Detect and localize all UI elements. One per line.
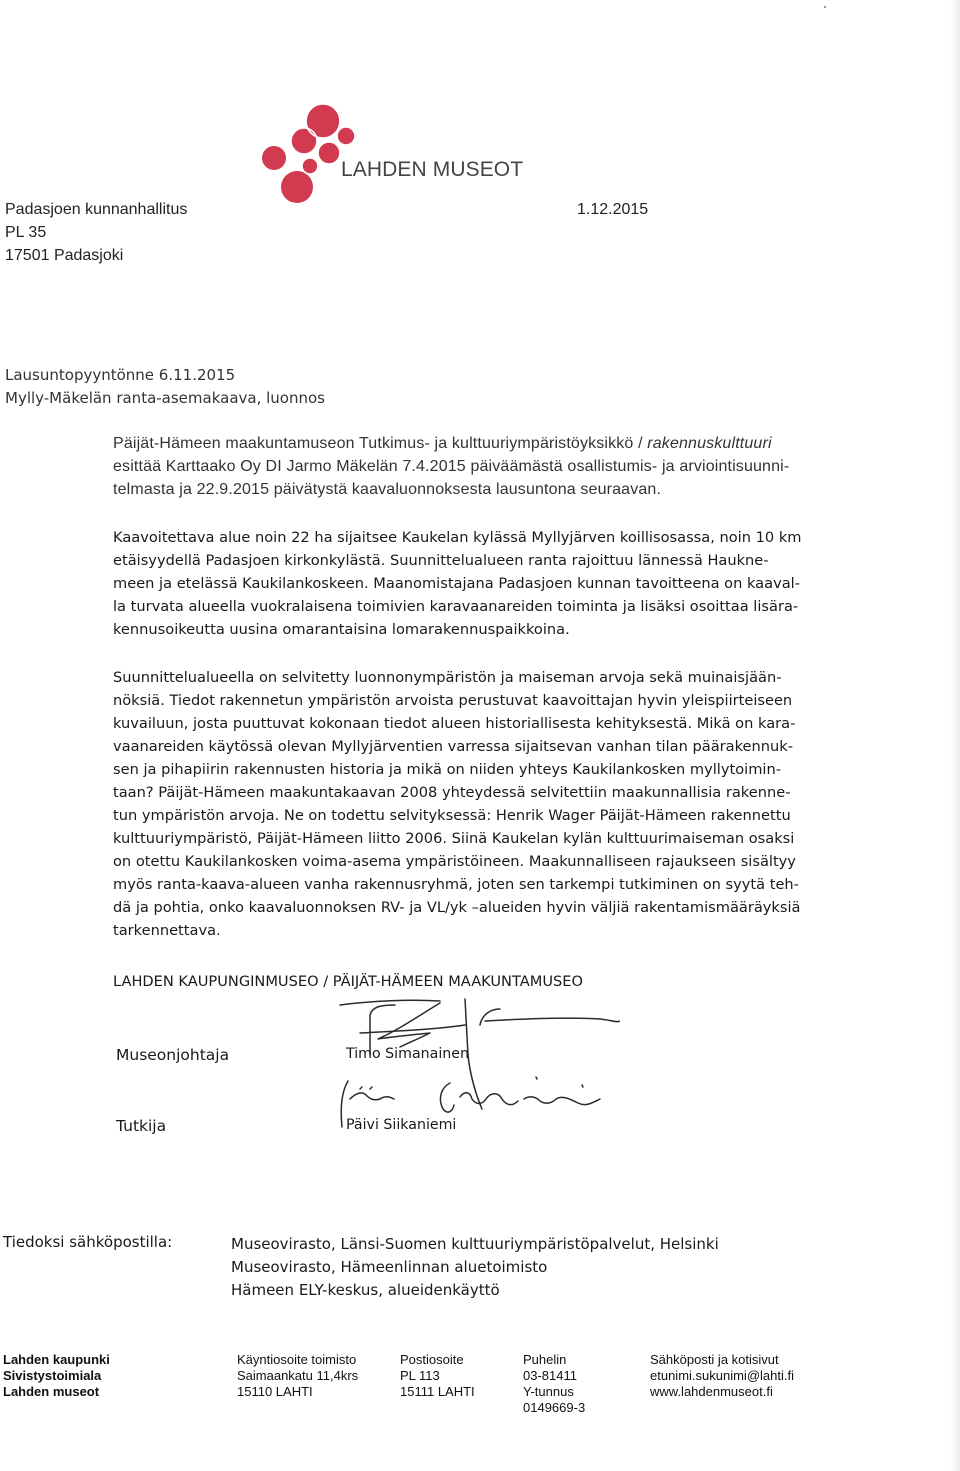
- footer-website-link[interactable]: www.lahdenmuseot.fi: [650, 1384, 773, 1399]
- paragraph-line: tarkennettava.: [113, 922, 221, 939]
- intro-line: [113, 432, 858, 455]
- paragraph-line: tun ympäristön arvoja. Ne on todettu selvityksessä: Henrik Wager Päijät-Hämeen rakennettu: [113, 807, 791, 824]
- paragraph-line: la turvata alueella vuokralaisena toimivien karavaanareiden toiminta ja lisäksi osoittaa lisära-: [113, 598, 799, 615]
- footer-line: 03-81411: [523, 1368, 577, 1383]
- footer-line: Puhelin: [523, 1352, 567, 1367]
- footer-visiting-address: [237, 1352, 358, 1400]
- footer-line: Saimaankatu 11,4krs: [237, 1368, 359, 1383]
- intro-paragraph: [113, 432, 858, 501]
- signer-name: Päivi Siikaniemi: [346, 1117, 457, 1133]
- paragraph-line: kuvailuun, josta puuttuvat kokonaan tiedot alueen historiallisesta kehityksestä. Mikä on kara-: [113, 715, 796, 732]
- intro-line: esittää Karttaako Oy DI Jarmo Mäkelän 7.4.2015 päiväämästä osallistumis- ja arviointisuunni-: [113, 458, 790, 475]
- recipient-line: Padasjoen kunnanhallitus: [5, 201, 188, 218]
- paragraph-line: etäisyydellä Padasjoen kirkonkylästä. Suunnittelualueen ranta rajoittuu lännessä Haukne-: [113, 552, 769, 569]
- request-reference: Lausuntopyyntönne 6.11.2015: [5, 366, 236, 384]
- footer-line: Sivistystoimiala: [3, 1368, 102, 1383]
- letter-date: 1.12.2015: [577, 201, 649, 218]
- paragraph-line: vaanareiden käytössä olevan Myllyjärventien varressa sijaitsevan vanhan tilan päärakennuk-: [113, 738, 793, 755]
- paragraph-line: kulttuuriympäristö, Päijät-Hämeen liitto 2006. Siinä Kaukelan kylän kulttuurimaiseman osaksi: [113, 830, 795, 847]
- cc-label: Tiedoksi sähköpostilla:: [3, 1233, 173, 1251]
- footer-email-link[interactable]: etunimi.sukunimi@lahti.fi: [650, 1368, 794, 1383]
- footer-line: Y-tunnus: [523, 1384, 574, 1399]
- footer-organization: [3, 1352, 110, 1400]
- intro-line: telmasta ja 22.9.2015 päivätystä kaavaluonnoksesta lausuntona seuraavan.: [113, 481, 662, 498]
- footer-line: 0149669-3: [523, 1400, 586, 1415]
- paragraph-line: kennusoikeutta uusina omarantaisina lomarakennuspaikkoina.: [113, 621, 570, 638]
- recipient-line: PL 35: [5, 224, 47, 241]
- paragraph-line: on otettu Kaukilankosken voima-asema ympäristöineen. Maakunnalliseen rajaukseen sisältyy: [113, 853, 796, 870]
- cc-recipients: [231, 1233, 719, 1302]
- footer-line: Sähköposti ja kotisivut: [650, 1352, 779, 1367]
- footer-line: Lahden kaupunki: [3, 1352, 110, 1367]
- recipient-address: [5, 198, 187, 267]
- cc-recipient: Museovirasto, Länsi-Suomen kulttuuriympäristöpalvelut, Helsinki: [231, 1235, 719, 1253]
- paragraph-line: Kaavoitettava alue noin 22 ha sijaitsee Kaukelan kylässä Myllyjärven koillisosassa, noin 10 km: [113, 529, 802, 546]
- signing-organization: LAHDEN KAUPUNGINMUSEO / PÄIJÄT-HÄMEEN MAAKUNTAMUSEO: [113, 973, 583, 990]
- paragraph-line: Suunnittelualueella on selvitetty luonnonympäristön ja maiseman arvoja sekä muinaisjään-: [113, 669, 782, 686]
- intro-text: Päijät-Hämeen maakuntamuseon Tutkimus- ja kulttuuriympäristöyksikkö /: [113, 435, 648, 452]
- signer-name: Timo Simanainen: [346, 1046, 469, 1062]
- paragraph-line: myös ranta-kaava-alueen vanha rakennusryhmä, joten sen tarkempi tutkiminen on syytä teh-: [113, 876, 799, 893]
- scan-speck: [824, 6, 826, 8]
- museum-logo-icon: [252, 96, 362, 206]
- signer-role: Tutkija: [116, 1117, 167, 1135]
- signer-role: Museonjohtaja: [116, 1046, 230, 1064]
- paragraph-line: dä ja pohtia, onko kaavaluonnoksen RV- ja VL/yk –alueiden hyvin väljiä rakentamismääräyksiä: [113, 899, 801, 916]
- footer-line: 15111 LAHTI: [400, 1384, 475, 1399]
- scan-edge-shadow: [950, 0, 960, 1471]
- handwritten-signatures: [300, 995, 620, 1135]
- footer-email-web: [650, 1352, 794, 1400]
- recipient-line: 17501 Padasjoki: [5, 247, 124, 264]
- footer-line: Postiosoite: [400, 1352, 464, 1367]
- paragraph-line: nöksiä. Tiedot rakennetun ympäristön arvoista perustuvat kaavoittajan hyvin yleispiirteiseen: [113, 692, 793, 709]
- paragraph-line: meen ja etelässä Kaukilankoskeen. Maanomistajana Padasjoen kunnan tavoitteena on kaaval-: [113, 575, 800, 592]
- paragraph-line: taan? Päijät-Hämeen maakuntakaavan 2008 yhteydessä selvitettiin maakunnallisia rakenne-: [113, 784, 791, 801]
- intro-italic-text: rakennuskulttuuri: [647, 435, 772, 452]
- cc-recipient: Museovirasto, Hämeenlinnan aluetoimisto: [231, 1258, 548, 1276]
- footer-line: PL 113: [400, 1368, 440, 1383]
- reference-block: [5, 364, 325, 410]
- footer-line: 15110 LAHTI: [237, 1384, 313, 1399]
- footer-postal-address: [400, 1352, 475, 1400]
- paragraph-line: sen ja pihapiirin rakennusten historia ja mikä on niiden yhteys Kaukilankosken myllytoimin-: [113, 761, 781, 778]
- footer-phone: [523, 1352, 585, 1416]
- footer-line: Lahden museot: [3, 1384, 100, 1399]
- cc-recipient: Hämeen ELY-keskus, alueidenkäyttö: [231, 1281, 500, 1299]
- brand-name: LAHDEN MUSEOT: [341, 158, 524, 181]
- body-paragraph-1: [113, 526, 858, 641]
- footer-line: Käyntiosoite toimisto: [237, 1352, 357, 1367]
- subject-line: Mylly-Mäkelän ranta-asemakaava, luonnos: [5, 389, 325, 407]
- body-paragraph-2: [113, 666, 858, 942]
